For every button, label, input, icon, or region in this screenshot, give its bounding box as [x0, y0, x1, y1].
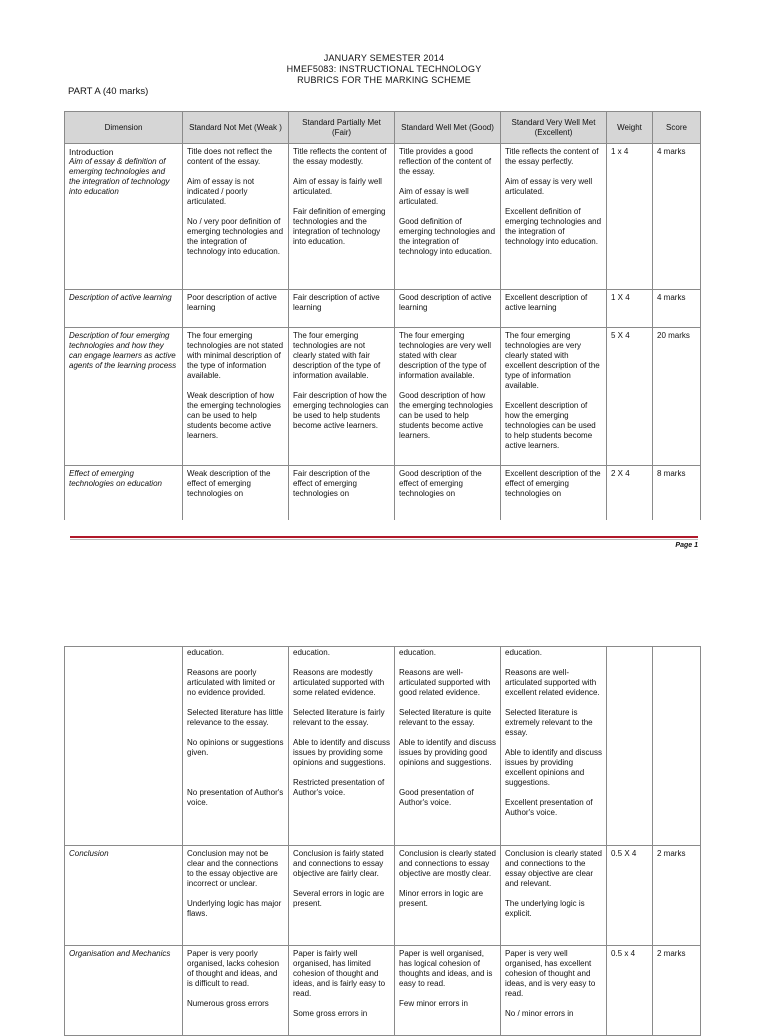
score-cell: 4 marks	[653, 144, 701, 290]
criterion: No opinions or suggestions given.	[187, 738, 284, 757]
col-well-met: Standard Well Met (Good)	[395, 112, 501, 144]
criteria-cell	[183, 144, 289, 290]
dimension-cell: Description of active learning	[65, 290, 183, 328]
criteria-cell	[501, 328, 607, 466]
score-cell: 8 marks	[653, 466, 701, 521]
criterion: Fair definition of emerging technologies and the integration of technology into education.	[293, 207, 386, 246]
row-organisation	[65, 946, 701, 1036]
criterion: Aim of essay is fairly well articulated.	[293, 177, 382, 196]
criteria-cell	[183, 846, 289, 946]
criteria-cell: Fair description of the effect of emerging technologies on	[289, 466, 395, 521]
criteria-cell: Excellent description of the effect of emerging technologies on	[501, 466, 607, 521]
criterion: education.	[293, 648, 330, 657]
dimension-cell	[65, 647, 183, 846]
criterion: Conclusion is clearly stated and connections to the essay objective are clear and relevant.	[505, 849, 602, 888]
criterion: Aim of essay is very well articulated.	[505, 177, 593, 196]
criteria-cell: Fair description of active learning	[289, 290, 395, 328]
criteria-cell	[289, 946, 395, 1036]
weight-cell: 0.5 X 4	[607, 846, 653, 946]
criterion: Title does not reflect the content of the essay.	[187, 147, 273, 166]
criterion: Reasons are modestly articulated supported with some related evidence.	[293, 668, 385, 697]
rubric-table-page-1	[64, 111, 701, 520]
criteria-cell: Excellent description of active learning	[501, 290, 607, 328]
criterion: No presentation of Author's voice.	[187, 788, 284, 807]
criterion: Conclusion is clearly stated and connections to essay objective are mostly clear.	[399, 849, 496, 878]
criterion: Numerous gross errors	[187, 999, 269, 1008]
criterion: education.	[399, 648, 436, 657]
criterion: Able to identify and discuss issues by providing excellent opinions and suggestions.	[505, 748, 602, 787]
criteria-cell	[395, 647, 501, 846]
criterion: Reasons are well-articulated supported with excellent related evidence.	[505, 668, 600, 697]
footer-grey-rule	[70, 539, 698, 540]
criterion: Title reflects the content of the essay modestly.	[293, 147, 387, 166]
criterion: Selected literature is fairly relevant to the essay.	[293, 708, 385, 727]
row-four-technologies	[65, 328, 701, 466]
criterion: Conclusion may not be clear and the connections to the essay objective are incorrect or unclear.	[187, 849, 279, 888]
score-cell: 4 marks	[653, 290, 701, 328]
criterion: Aim of essay is well articulated.	[399, 187, 469, 206]
criterion: Reasons are poorly articulated with limited or no evidence provided.	[187, 668, 276, 697]
col-partially-met: Standard Partially Met (Fair)	[289, 112, 395, 144]
criteria-cell	[289, 647, 395, 846]
part-label: PART A (40 marks)	[68, 86, 149, 97]
criterion: No / minor errors in	[505, 1009, 574, 1018]
score-cell: 2 marks	[653, 846, 701, 946]
footer-red-rule	[70, 536, 698, 538]
criterion: Paper is fairly well organised, has limited cohesion of thought and ideas, and is fairly easy to read.	[293, 949, 386, 998]
weight-cell: 0.5 x 4	[607, 946, 653, 1036]
criterion: Paper is very poorly organised, lacks cohesion of thought and ideas, and is difficult to read.	[187, 949, 280, 988]
criteria-cell: Weak description of the effect of emerging technologies on	[183, 466, 289, 521]
criterion: The four emerging technologies are not clearly stated with fair description of the type of information available.	[293, 331, 381, 380]
criteria-cell: Good description of active learning	[395, 290, 501, 328]
criteria-cell	[395, 328, 501, 466]
header-row	[65, 112, 701, 144]
criteria-cell	[395, 846, 501, 946]
criteria-cell: Poor description of active learning	[183, 290, 289, 328]
criteria-cell	[501, 144, 607, 290]
criterion: Excellent definition of emerging technologies and the integration of technology into education.	[505, 207, 602, 246]
criterion: Minor errors in logic are present.	[399, 889, 484, 908]
criteria-cell	[501, 647, 607, 846]
rubric-table-page-2	[64, 646, 701, 1036]
dimension-cell: Effect of emerging technologies on education	[65, 466, 183, 521]
row-introduction	[65, 144, 701, 290]
weight-cell: 2 X 4	[607, 466, 653, 521]
criterion: Aim of essay is not indicated / poorly articulated.	[187, 177, 255, 206]
criterion: Paper is very well organised, has excellent cohesion of thought and ideas, and is very easy to read.	[505, 949, 596, 998]
row-continued	[65, 647, 701, 846]
criteria-cell	[501, 946, 607, 1036]
criterion: education.	[187, 648, 224, 657]
col-weight: Weight	[607, 112, 653, 144]
row-active-learning	[65, 290, 701, 328]
page-number: Page 1	[675, 542, 698, 549]
rubric-title: RUBRICS FOR THE MARKING SCHEME	[297, 75, 471, 85]
row-effect	[65, 466, 701, 521]
weight-cell	[607, 647, 653, 846]
criterion: Title provides a good reflection of the content of the essay.	[399, 147, 492, 176]
criteria-cell	[501, 846, 607, 946]
criteria-cell	[395, 144, 501, 290]
score-cell: 20 marks	[653, 328, 701, 466]
criteria-cell	[183, 328, 289, 466]
weight-cell: 1 x 4	[607, 144, 653, 290]
criterion: Several errors in logic are present.	[293, 889, 385, 908]
criterion: Able to identify and discuss issues by providing good opinions and suggestions.	[399, 738, 496, 767]
criterion: Reasons are well-articulated supported with good related evidence.	[399, 668, 491, 697]
dimension-cell: Organisation and Mechanics	[65, 946, 183, 1036]
score-cell	[653, 647, 701, 846]
score-cell: 2 marks	[653, 946, 701, 1036]
criterion: Good presentation of Author's voice.	[399, 788, 474, 807]
criterion: Selected literature has little relevance to the essay.	[187, 708, 284, 727]
criterion: Underlying logic has major flaws.	[187, 899, 282, 918]
criterion: Fair description of how the emerging technologies can be used to help students become active learners.	[293, 391, 389, 430]
criterion: Good definition of emerging technologies and the integration of technology into education.	[399, 217, 496, 256]
criteria-cell: Good description of the effect of emerging technologies on	[395, 466, 501, 521]
row-conclusion	[65, 846, 701, 946]
col-very-well-met: Standard Very Well Met (Excellent)	[501, 112, 607, 144]
weight-cell: 5 X 4	[607, 328, 653, 466]
criterion: The four emerging technologies are very well stated with clear description of the type of information available.	[399, 331, 492, 380]
criterion: No / very poor definition of emerging technologies and the integration of technology into education.	[187, 217, 284, 256]
criteria-cell	[289, 328, 395, 466]
criteria-cell	[289, 846, 395, 946]
criterion: Paper is well organised, has logical cohesion of thoughts and ideas, and is easy to read.	[399, 949, 493, 988]
criterion: Selected literature is extremely relevant to the essay.	[505, 708, 593, 737]
course-line: HMEF5083: INSTRUCTIONAL TECHNOLOGY	[286, 64, 482, 74]
dimension-cell	[65, 144, 183, 290]
dimension-cell: Conclusion	[65, 846, 183, 946]
criteria-cell	[289, 144, 395, 290]
criterion: The four emerging technologies are very clearly stated with excellent description of the type of information available.	[505, 331, 600, 390]
col-dimension: Dimension	[65, 112, 183, 144]
col-score: Score	[653, 112, 701, 144]
criterion: Conclusion is fairly stated and connections to essay objective are fairly clear.	[293, 849, 384, 878]
criterion: Title reflects the content of the essay perfectly.	[505, 147, 599, 166]
weight-cell: 1 X 4	[607, 290, 653, 328]
criterion: Restricted presentation of Author's voice.	[293, 778, 385, 797]
criteria-cell	[395, 946, 501, 1036]
criterion: Excellent description of how the emerging technologies can be used to help students become active learners.	[505, 401, 596, 450]
criterion: The underlying logic is explicit.	[505, 899, 585, 918]
criterion: Weak description of how the emerging technologies can be used to help students become active learners.	[187, 391, 281, 440]
criteria-cell	[183, 647, 289, 846]
criterion: Some gross errors in	[293, 1009, 368, 1018]
dimension-subtitle: Aim of essay & definition of emerging technologies and the integration of technology into education	[69, 157, 170, 196]
semester-line: JANUARY SEMESTER 2014	[323, 53, 445, 63]
criterion: Few minor errors in	[399, 999, 468, 1008]
criterion: Excellent presentation of Author's voice.	[505, 798, 593, 817]
criterion: The four emerging technologies are not stated with minimal description of the type of information available.	[187, 331, 284, 380]
criterion: Able to identify and discuss issues by providing some opinions and suggestions.	[293, 738, 390, 767]
col-not-met: Standard Not Met (Weak )	[183, 112, 289, 144]
criteria-cell	[183, 946, 289, 1036]
dimension-title: Introduction	[69, 147, 114, 157]
criterion: Good description of how the emerging technologies can be used to help students become active learners.	[399, 391, 493, 440]
criterion: Selected literature is quite relevant to the essay.	[399, 708, 492, 727]
criterion: education.	[505, 648, 542, 657]
dimension-cell: Description of four emerging technologies and how they can engage learners as active agents of the learning process	[65, 328, 183, 466]
